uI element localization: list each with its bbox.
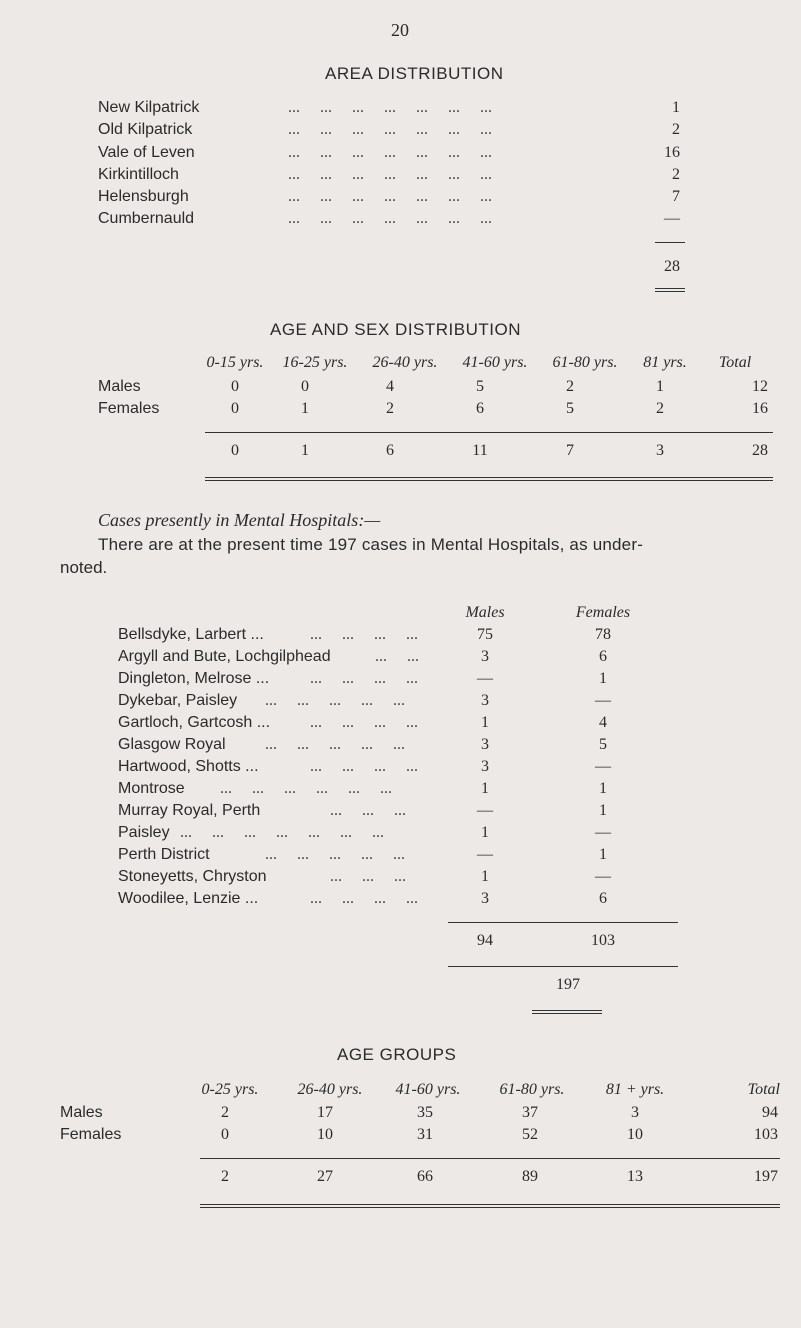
area-value: 2 <box>672 166 680 183</box>
age-groups-row <box>0 1104 801 1126</box>
cell-total: 94 <box>762 1104 778 1121</box>
cell: 2 <box>656 400 664 417</box>
males-value: 3 <box>481 736 489 753</box>
page-number: 20 <box>391 20 409 40</box>
total-cell: 2 <box>221 1168 229 1185</box>
cell: 31 <box>417 1126 433 1143</box>
hospital-name: Woodilee, Lenzie ... <box>118 890 259 907</box>
area-row <box>0 121 801 143</box>
cell: 1 <box>301 400 309 417</box>
hospital-name: Dingleton, Melrose ... <box>118 670 270 687</box>
leader-dots: ... ... ... ... ... <box>265 846 405 863</box>
total-males: 94 <box>477 932 493 949</box>
females-value: 1 <box>599 780 607 797</box>
hospital-name: Glasgow Royal <box>118 736 226 753</box>
age-groups-totals-row <box>0 1168 801 1190</box>
males-value: — <box>477 846 493 863</box>
cell: 35 <box>417 1104 433 1121</box>
hospital-name: Stoneyetts, Chryston <box>118 868 267 885</box>
males-value: 1 <box>481 824 489 841</box>
females-value: 1 <box>599 670 607 687</box>
cell: 0 <box>301 378 309 395</box>
total-rule <box>448 966 678 967</box>
hospital-row <box>0 802 801 824</box>
leader-dots: ... ... ... ... <box>310 670 418 687</box>
males-value: — <box>477 670 493 687</box>
area-name: Kirkintilloch <box>98 166 179 183</box>
cell-total: 16 <box>752 400 768 417</box>
column-header: 81 + yrs. <box>605 1081 665 1098</box>
cell: 5 <box>476 378 484 395</box>
leader-dots: ... ... ... ... <box>310 890 418 907</box>
column-header-males: Males <box>465 604 505 621</box>
females-value: — <box>595 758 611 775</box>
hospital-row <box>0 846 801 868</box>
column-header: 0-15 yrs. <box>206 354 264 371</box>
column-header: 16-25 yrs. <box>282 354 348 371</box>
hospital-row <box>0 714 801 736</box>
total-cell: 7 <box>566 442 574 459</box>
leader-dots: ... ... ... ... <box>310 714 418 731</box>
total-rule <box>448 922 678 923</box>
section-heading: Cases presently in Mental Hospitals:— <box>98 510 381 530</box>
area-total: 28 <box>664 258 680 275</box>
cell: 52 <box>522 1126 538 1143</box>
total-cell: 1 <box>301 442 309 459</box>
age-sex-row <box>0 400 801 422</box>
females-value: 6 <box>599 890 607 907</box>
females-value: — <box>595 868 611 885</box>
leader-dots: ... ... ... ... ... <box>265 736 405 753</box>
intro-text-line-1: There are at the present time 197 cases in Mental Hospitals, as under- <box>98 535 644 554</box>
cell: 3 <box>631 1104 639 1121</box>
total-rule <box>205 432 773 433</box>
age-groups-title: AGE GROUPS <box>337 1045 457 1064</box>
area-distribution-title: AREA DISTRIBUTION <box>325 64 504 83</box>
grand-total-cell: 197 <box>754 1168 778 1185</box>
total-females: 103 <box>591 932 615 949</box>
leader-dots: ... ... ... ... <box>310 626 418 643</box>
area-row <box>0 166 801 188</box>
cell: 1 <box>656 378 664 395</box>
males-value: 3 <box>481 648 489 665</box>
column-header: 61-80 yrs. <box>499 1081 565 1098</box>
leader-dots: ... ... ... ... ... ... ... <box>288 99 492 116</box>
row-label: Females <box>98 400 160 417</box>
females-value: 4 <box>599 714 607 731</box>
area-row <box>0 144 801 166</box>
column-header: 26-40 yrs. <box>372 354 438 371</box>
hospital-name: Bellsdyke, Larbert ... <box>118 626 264 643</box>
males-value: 1 <box>481 868 489 885</box>
double-rule <box>532 1010 602 1014</box>
leader-dots: ... ... ... ... ... ... <box>220 780 392 797</box>
column-header: 41-60 yrs. <box>462 354 528 371</box>
males-value: 1 <box>481 714 489 731</box>
cell-total: 103 <box>754 1126 778 1143</box>
total-cell: 27 <box>317 1168 333 1185</box>
males-value: 75 <box>477 626 493 643</box>
column-header: 81 yrs. <box>643 354 687 371</box>
column-header: 0-25 yrs. <box>201 1081 259 1098</box>
hospital-name: Argyll and Bute, Lochgilphead <box>118 648 331 665</box>
total-cell: 6 <box>386 442 394 459</box>
age-sex-title: AGE AND SEX DISTRIBUTION <box>270 320 521 339</box>
row-label: Males <box>60 1104 103 1121</box>
cell: 5 <box>566 400 574 417</box>
area-name: Cumbernauld <box>98 210 195 227</box>
hospital-row <box>0 758 801 780</box>
leader-dots: ... ... ... <box>330 868 406 885</box>
column-header: 61-80 yrs. <box>552 354 618 371</box>
hospital-row <box>0 670 801 692</box>
males-value: 3 <box>481 758 489 775</box>
area-name: New Kilpatrick <box>98 99 200 116</box>
hospital-name: Dykebar, Paisley <box>118 692 238 709</box>
area-row <box>0 188 801 210</box>
cell: 2 <box>566 378 574 395</box>
total-cell: 66 <box>417 1168 433 1185</box>
hospital-row <box>0 626 801 648</box>
leader-dots: ... ... ... ... ... ... ... <box>180 824 384 841</box>
column-header: 41-60 yrs. <box>395 1081 461 1098</box>
males-value: — <box>477 802 493 819</box>
cell: 10 <box>627 1126 643 1143</box>
leader-dots: ... ... ... ... ... ... ... <box>288 144 492 161</box>
cell: 0 <box>231 378 239 395</box>
females-value: — <box>595 824 611 841</box>
column-header-females: Females <box>575 604 631 621</box>
area-name: Vale of Leven <box>98 144 195 161</box>
area-name: Helensburgh <box>98 188 189 205</box>
double-rule <box>205 477 773 481</box>
total-cell: 13 <box>627 1168 643 1185</box>
hospital-name: Paisley <box>118 824 170 841</box>
total-cell: 89 <box>522 1168 538 1185</box>
females-value: 6 <box>599 648 607 665</box>
area-value: 7 <box>672 188 680 205</box>
leader-dots: ... ... ... ... ... ... ... <box>288 210 492 227</box>
hospital-name: Perth District <box>118 846 210 863</box>
total-cell: 11 <box>472 442 488 459</box>
area-value: 2 <box>672 121 680 138</box>
hospital-row <box>0 736 801 758</box>
cell: 4 <box>386 378 394 395</box>
females-value: — <box>595 692 611 709</box>
total-rule <box>655 242 685 243</box>
total-cell: 3 <box>656 442 664 459</box>
cell-total: 12 <box>752 378 768 395</box>
age-sex-header-row <box>0 354 801 376</box>
females-value: 5 <box>599 736 607 753</box>
grand-total: 197 <box>556 976 580 993</box>
cell: 10 <box>317 1126 333 1143</box>
column-header: Total <box>718 354 752 371</box>
area-value: — <box>664 210 680 227</box>
age-groups-header-row <box>0 1081 801 1103</box>
hospital-row <box>0 890 801 912</box>
cell: 6 <box>476 400 484 417</box>
column-header: 26-40 yrs. <box>297 1081 363 1098</box>
hospital-row <box>0 868 801 890</box>
column-header: Total <box>747 1081 780 1098</box>
females-value: 78 <box>595 626 611 643</box>
area-value: 1 <box>672 99 680 116</box>
age-sex-totals-row <box>0 442 801 464</box>
hospital-name: Murray Royal, Perth <box>118 802 261 819</box>
leader-dots: ... ... ... ... ... ... ... <box>288 121 492 138</box>
row-label: Males <box>98 378 141 395</box>
leader-dots: ... ... ... ... ... ... ... <box>288 166 492 183</box>
leader-dots: ... ... ... <box>330 802 406 819</box>
leader-dots: ... ... ... ... ... <box>265 692 405 709</box>
cell: 17 <box>317 1104 333 1121</box>
cell: 2 <box>386 400 394 417</box>
leader-dots: ... ... ... ... <box>310 758 418 775</box>
total-cell: 0 <box>231 442 239 459</box>
age-sex-row <box>0 378 801 400</box>
hospital-row <box>0 780 801 802</box>
hospital-row <box>0 824 801 846</box>
males-value: 3 <box>481 890 489 907</box>
intro-text-line-2: noted. <box>60 558 108 577</box>
hospital-row <box>0 692 801 714</box>
cell: 0 <box>221 1126 229 1143</box>
hospital-row <box>0 648 801 670</box>
total-rule <box>200 1158 780 1159</box>
hospital-name: Gartloch, Gartcosh ... <box>118 714 271 731</box>
grand-total-cell: 28 <box>752 442 768 459</box>
age-groups-row <box>0 1126 801 1148</box>
hospital-name: Hartwood, Shotts ... <box>118 758 259 775</box>
males-value: 1 <box>481 780 489 797</box>
hospital-name: Montrose <box>118 780 185 797</box>
area-name: Old Kilpatrick <box>98 121 193 138</box>
area-row <box>0 99 801 121</box>
row-label: Females <box>60 1126 122 1143</box>
males-value: 3 <box>481 692 489 709</box>
cell: 0 <box>231 400 239 417</box>
leader-dots: ... ... ... ... ... ... ... <box>288 188 492 205</box>
double-rule <box>655 288 685 292</box>
females-value: 1 <box>599 846 607 863</box>
females-value: 1 <box>599 802 607 819</box>
cell: 37 <box>522 1104 538 1121</box>
area-row <box>0 210 801 232</box>
leader-dots: ... ... <box>375 648 419 665</box>
area-value: 16 <box>664 144 680 161</box>
double-rule <box>200 1204 780 1208</box>
cell: 2 <box>221 1104 229 1121</box>
